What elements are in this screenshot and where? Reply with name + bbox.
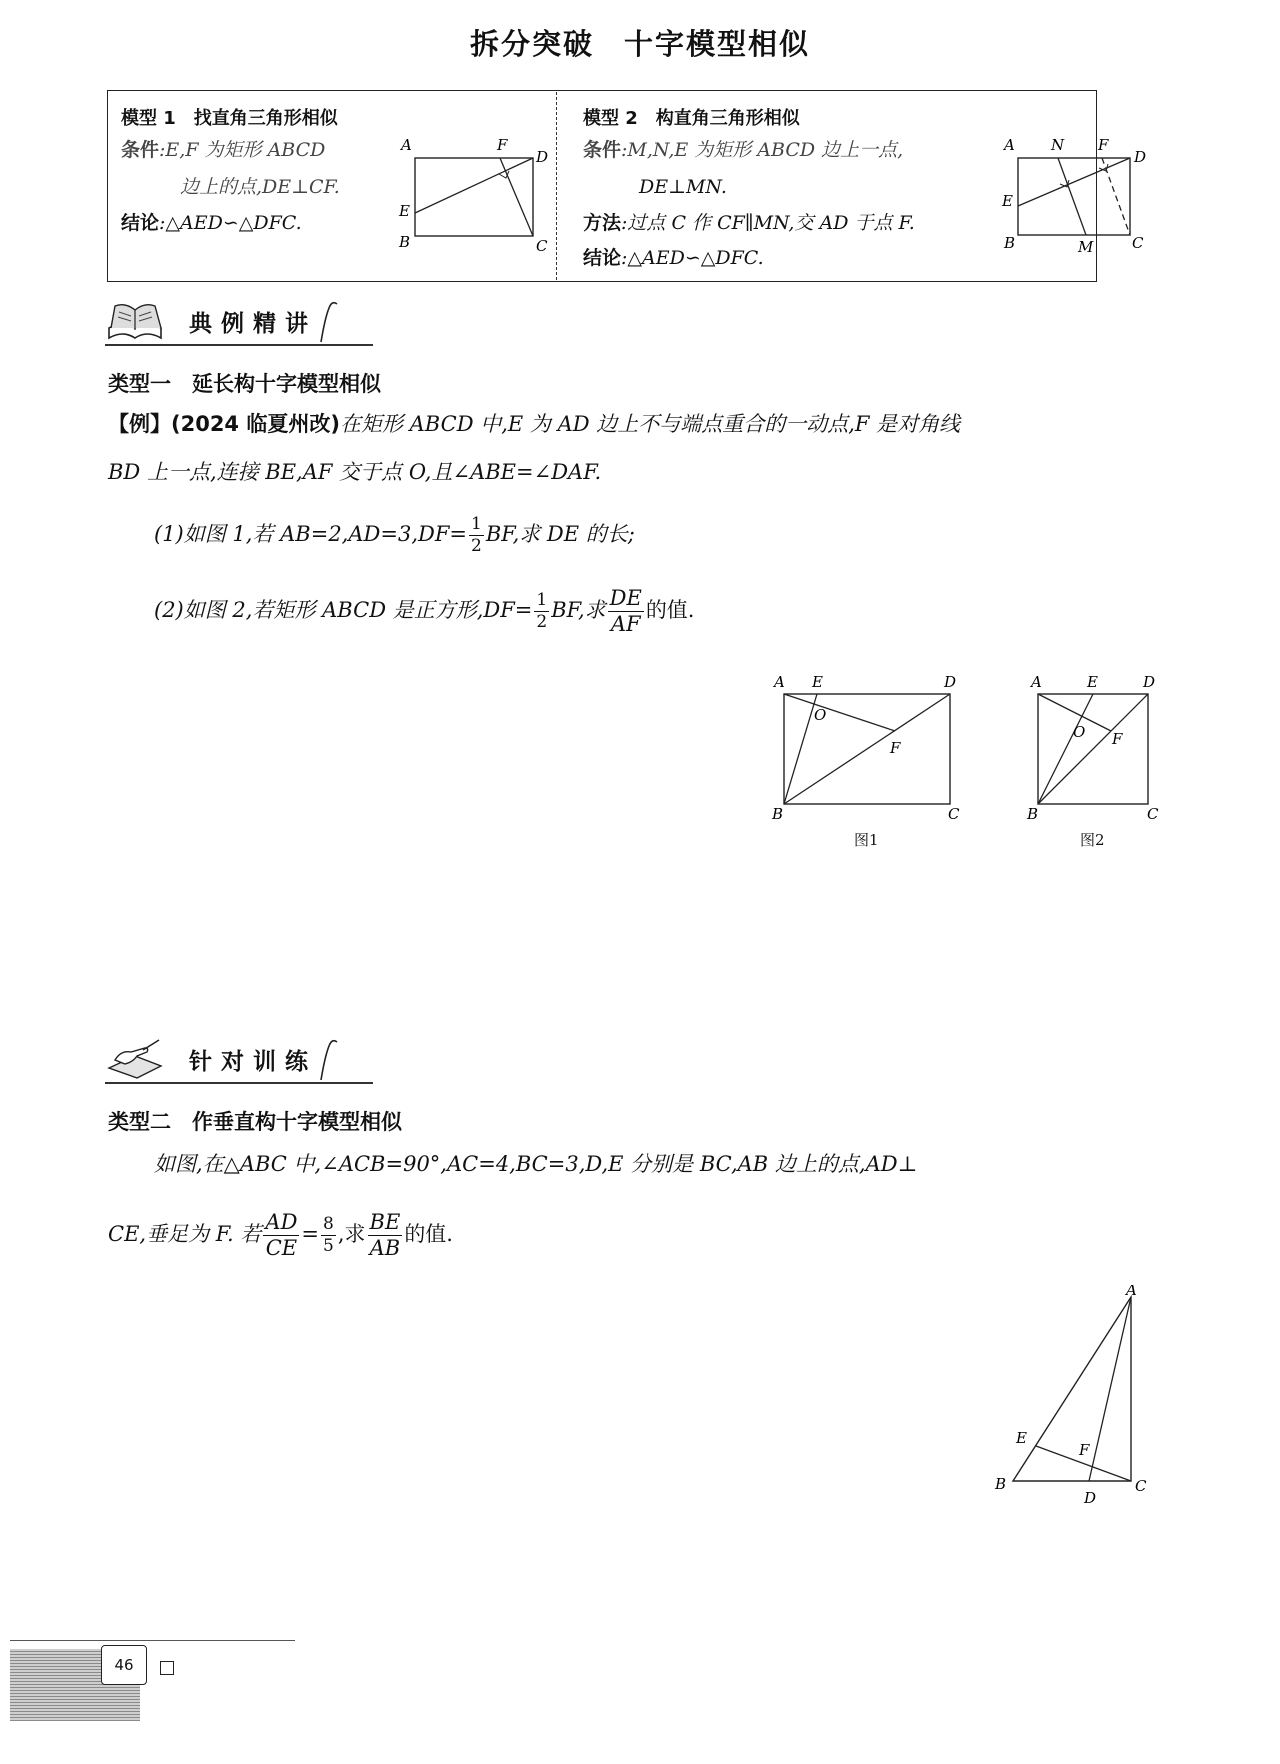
- model1-cond-label: 条件: [121, 139, 160, 161]
- fig1-label-f: F: [890, 739, 901, 757]
- footer-square-icon: [160, 1661, 174, 1675]
- practice-banner-underline: [105, 1082, 373, 1084]
- model1-label-d: D: [536, 148, 549, 166]
- type1-heading: 类型一 延长构十字模型相似: [108, 372, 381, 396]
- model2-method: [583, 205, 915, 242]
- example-banner: [105, 298, 341, 344]
- model2-label-f: F: [1098, 136, 1109, 154]
- q2-half-num: 1: [536, 590, 548, 610]
- model2-method-text: :过点 C 作 CF∥MN,交 AD 于点 F.: [621, 212, 915, 234]
- type2-heading: 类型二 作垂直构十字模型相似: [108, 1110, 402, 1134]
- model2-rect: [1018, 158, 1130, 235]
- page-title: [0, 22, 1280, 63]
- example-source: (2024 临夏州改): [171, 412, 340, 436]
- fig1-label-a: A: [774, 673, 785, 691]
- line-ad: [1089, 1297, 1131, 1481]
- q1-half-fraction: [469, 516, 484, 555]
- model1-condition: [121, 132, 325, 169]
- example-tag: 【例】: [108, 412, 171, 436]
- book-icon: [105, 298, 167, 344]
- triangle-abc: [1013, 1297, 1131, 1481]
- tri-label-e: E: [1016, 1429, 1027, 1447]
- models-divider: [556, 92, 557, 280]
- practice-ratio-8-5: [321, 1216, 336, 1255]
- model2-label-e: E: [1002, 192, 1013, 210]
- model2-label-n: N: [1051, 136, 1065, 154]
- model1-heading: 模型 1 找直角三角形相似: [121, 108, 338, 129]
- q1-prefix: (1)如图 1,若 AB=2,AD=3,DF=: [154, 522, 468, 546]
- model2-line-mn: [1058, 158, 1086, 235]
- footer-rule: [10, 1640, 295, 1641]
- fig2-label-o: O: [1073, 723, 1086, 741]
- model1-cond-line1: :E,F 为矩形 ABCD: [159, 139, 326, 161]
- model2-label-b: B: [1004, 234, 1016, 252]
- model1-label-f: F: [497, 136, 508, 154]
- q2-suffix: 的值.: [645, 598, 695, 622]
- model1-concl-label: 结论: [121, 212, 160, 234]
- practice-line1: 如图,在△ABC 中,∠ACB=90°,AC=4,BC=3,D,E 分别是 BC,AB 边上的点,AD⊥: [154, 1152, 918, 1176]
- q2-mid: BF,求: [551, 598, 606, 622]
- ratio3-den: AB: [369, 1236, 401, 1260]
- model2-cond-label: 条件: [583, 139, 622, 161]
- model2-concl-label: 结论: [583, 247, 622, 269]
- ratio1-den: CE: [265, 1236, 298, 1260]
- practice-ratio-be-ab: [368, 1212, 403, 1259]
- example-question-2: [154, 586, 695, 635]
- model1-label-c: C: [536, 237, 548, 255]
- model1-line-de: [415, 158, 533, 213]
- q1-half-num: 1: [471, 514, 482, 534]
- model1-figure: [395, 130, 555, 255]
- q2-ratio-num: DE: [609, 586, 642, 610]
- tri-label-d: D: [1084, 1489, 1097, 1507]
- model1-label-a: A: [401, 136, 412, 154]
- tri-label-b: B: [995, 1475, 1007, 1493]
- fig1-label-c: C: [948, 805, 960, 820]
- fig2-label-a: A: [1031, 673, 1042, 691]
- model2-label-c: C: [1132, 234, 1144, 252]
- model2-cond-line1: :M,N,E 为矩形 ABCD 边上一点,: [621, 139, 904, 161]
- fig2-label-e: E: [1087, 673, 1098, 691]
- example-figure-2: [1025, 670, 1175, 820]
- example-text-line2: BD 上一点,连接 BE,AF 交于点 O,且∠ABE=∠DAF.: [108, 460, 602, 484]
- fig1-label-o: O: [814, 706, 827, 724]
- model2-label-a: A: [1004, 136, 1015, 154]
- fig1-line-be: [784, 694, 817, 804]
- example-banner-underline: [105, 344, 373, 346]
- fig2-label-d: D: [1143, 673, 1156, 691]
- page-number: 46: [101, 1645, 147, 1685]
- model1-concl-text: :△AED∽△DFC.: [159, 212, 302, 234]
- model2-label-d: D: [1134, 148, 1147, 166]
- fig2-label-f: F: [1112, 730, 1123, 748]
- fig1-label-e: E: [812, 673, 823, 691]
- title-right: 十字模型相似: [624, 27, 811, 61]
- practice-ratio-ad-ce: [263, 1212, 299, 1259]
- title-left: 拆分突破: [469, 27, 594, 61]
- q2-ratio-fraction: [608, 588, 644, 635]
- fig1-caption: 图1: [854, 831, 879, 849]
- model2-method-label: 方法: [583, 212, 622, 234]
- example-line1: 在矩形 ABCD 中,E 为 AD 边上不与端点重合的一动点,F 是对角线: [339, 412, 961, 436]
- banner-curl-icon: [317, 298, 341, 344]
- model2-label-m: M: [1078, 238, 1094, 256]
- fig2-line-be: [1038, 694, 1093, 804]
- model2-conclusion: [583, 240, 764, 277]
- q2-half-fraction: [534, 592, 549, 631]
- model1-rect: [415, 158, 533, 236]
- fig1-label-d: D: [944, 673, 957, 691]
- model2-concl-text: :△AED∽△DFC.: [621, 247, 764, 269]
- model1-label-e: E: [399, 202, 410, 220]
- practice-banner: [105, 1036, 341, 1082]
- model2-heading: 模型 2 构直角三角形相似: [583, 108, 800, 129]
- ratio3-num: BE: [369, 1210, 401, 1234]
- fig2-label-c: C: [1147, 805, 1159, 820]
- model1-conclusion: [121, 205, 302, 242]
- writing-hand-icon: [105, 1036, 167, 1082]
- q2-half-den: 2: [536, 612, 548, 632]
- practice-banner-label: 针对训练: [189, 1048, 317, 1075]
- example-question-1: [154, 510, 635, 558]
- q2-ratio-den: AF: [610, 612, 641, 636]
- practice-line2-prefix: CE,垂足为 F. 若: [108, 1222, 262, 1246]
- ratio2-num: 8: [323, 1214, 334, 1234]
- practice-figure: [980, 1285, 1160, 1510]
- model2-condition: [583, 132, 903, 169]
- q1-suffix: BF,求 DE 的长;: [485, 522, 635, 546]
- fig2-caption: 图2: [1080, 831, 1105, 849]
- model2-right-angle-mark-2: [1099, 164, 1108, 171]
- practice-line2: [108, 1210, 453, 1259]
- model1-line-cf: [500, 158, 533, 236]
- banner-curl-icon: [317, 1036, 341, 1082]
- model1-cond-line2: 边上的点,DE⊥CF.: [180, 176, 340, 198]
- example-figure-1: [770, 670, 970, 820]
- model2-figure: [998, 130, 1158, 260]
- fig1-line-af: [784, 694, 895, 731]
- model1-label-b: B: [399, 233, 411, 251]
- fig1-label-b: B: [772, 805, 784, 820]
- ratio2-den: 5: [323, 1236, 334, 1256]
- model2-right-angle-mark-1: [1060, 180, 1069, 187]
- example-banner-label: 典例精讲: [189, 310, 317, 337]
- practice-line2-suffix: 的值.: [404, 1222, 453, 1246]
- fig2-diagonal-bd: [1038, 694, 1148, 804]
- practice-eq: =: [301, 1222, 320, 1246]
- q1-half-den: 2: [471, 536, 482, 556]
- q2-prefix: (2)如图 2,若矩形 ABCD 是正方形,DF=: [154, 598, 533, 622]
- tri-label-a: A: [1126, 1285, 1137, 1299]
- example-text-line1: [108, 400, 1168, 448]
- fig2-label-b: B: [1027, 805, 1039, 820]
- model2-line-de: [1018, 158, 1130, 206]
- tri-label-f: F: [1079, 1441, 1090, 1459]
- ratio1-num: AD: [265, 1210, 298, 1234]
- tri-label-c: C: [1135, 1477, 1147, 1495]
- practice-line2-mid: ,求: [337, 1222, 366, 1246]
- fig1-diagonal-bd: [784, 694, 950, 804]
- model2-cond-line2: DE⊥MN.: [639, 176, 727, 198]
